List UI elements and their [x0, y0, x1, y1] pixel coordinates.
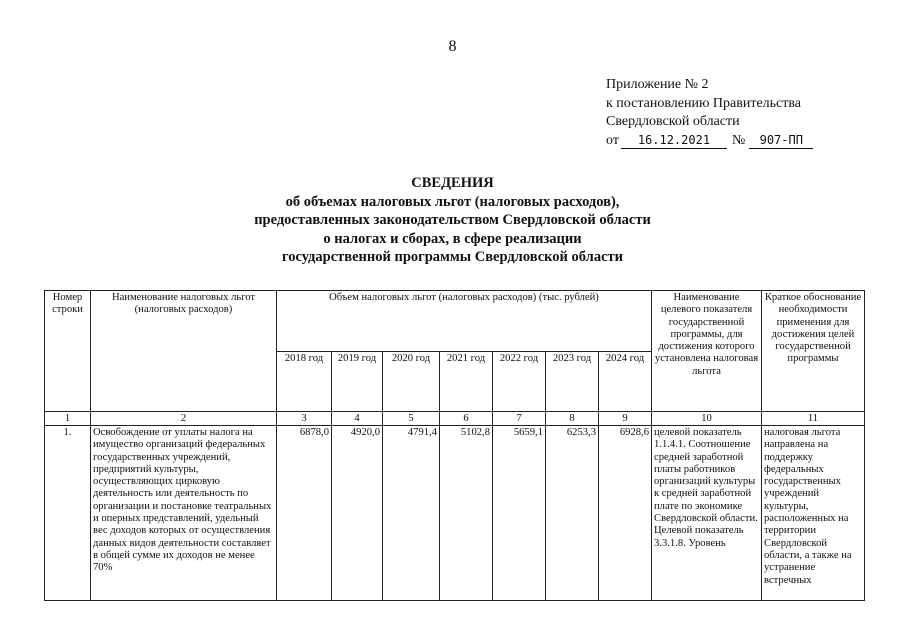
column-number: 11	[762, 412, 865, 426]
header-name: Наименование налоговых льгот (налоговых расходов)	[91, 291, 277, 412]
date-prefix: от	[606, 132, 619, 148]
row-value-2018: 6878,0	[277, 426, 332, 601]
row-value-2024: 6928,6	[599, 426, 652, 601]
appendix-region: Свердловской области	[606, 114, 740, 129]
column-number: 3	[277, 412, 332, 426]
document-heading	[0, 174, 905, 267]
column-number: 10	[652, 412, 762, 426]
header-volume: Объем налоговых льгот (налоговых расходов) (тыс. рублей)	[277, 291, 652, 352]
header-year: 2021 год	[440, 351, 493, 412]
header-justification: Краткое обоснование необходимости применения для достижения целей государственной программы	[762, 291, 865, 412]
row-benefit-name: Освобождение от уплаты налога на имущество организаций федеральных государственных учреждений, предприятий культуры, осуществляющих цирковую деятельность или деятельность по организации и постановке театральных и оперных представлений, удельный вес доходов которых от осуществления данных видов деятельности составляет в общей сумме их доходов не менее 70%	[91, 426, 277, 601]
column-number: 7	[493, 412, 546, 426]
decree-date: 16.12.2021	[621, 133, 727, 149]
row-value-2019: 4920,0	[332, 426, 383, 601]
header-row-no: Номер строки	[45, 291, 91, 412]
heading-line-3: предоставленных законодательством Свердловской области	[254, 212, 651, 228]
row-value-2020: 4791,4	[383, 426, 440, 601]
heading-line-5: государственной программы Свердловской области	[282, 249, 623, 265]
appendix-title: Приложение № 2	[606, 77, 709, 92]
column-number: 1	[45, 412, 91, 426]
row-number: 1.	[45, 426, 91, 601]
row-value-2023: 6253,3	[546, 426, 599, 601]
column-number: 8	[546, 412, 599, 426]
row-indicator: целевой показатель 1.1.4.1. Соотношение средней заработной платы работников организаций культуры к средней заработной плате по экономике Свердловской области. Целевой показатель 3.3.1.8. Уровень	[652, 426, 762, 601]
header-year: 2022 год	[493, 351, 546, 412]
column-number: 2	[91, 412, 277, 426]
decree-number: 907-ПП	[749, 133, 813, 149]
number-prefix: №	[731, 132, 746, 148]
row-justification: налоговая льгота направлена на поддержку федеральных государственных учреждений культуры, расположенных на территории Свердловской области, а также на устранение встречных	[762, 426, 865, 601]
heading-line-4: о налогах и сборах, в сфере реализации	[323, 230, 582, 247]
column-number: 6	[440, 412, 493, 426]
header-row	[45, 291, 865, 352]
appendix-block	[606, 76, 813, 150]
appendix-decree: к постановлению Правительства	[606, 95, 802, 111]
header-year: 2020 год	[383, 351, 440, 412]
header-year: 2024 год	[599, 351, 652, 412]
header-year: 2023 год	[546, 351, 599, 412]
header-year: 2019 год	[332, 351, 383, 412]
appendix-date-line	[606, 132, 813, 151]
column-number: 5	[383, 412, 440, 426]
row-value-2021: 5102,8	[440, 426, 493, 601]
heading-title: СВЕДЕНИЯ	[411, 175, 494, 191]
header-year: 2018 год	[277, 351, 332, 412]
tax-benefits-table	[44, 290, 865, 601]
table-row	[45, 426, 865, 601]
header-indicator: Наименование целевого показателя государственной программы, для достижения которого установлена налоговая льгота	[652, 291, 762, 412]
heading-line-2: об объемах налоговых льгот (налоговых расходов),	[285, 193, 620, 210]
page-number: 8	[448, 38, 457, 55]
row-value-2022: 5659,1	[493, 426, 546, 601]
column-number: 4	[332, 412, 383, 426]
column-number: 9	[599, 412, 652, 426]
column-numbers-row	[45, 412, 865, 426]
